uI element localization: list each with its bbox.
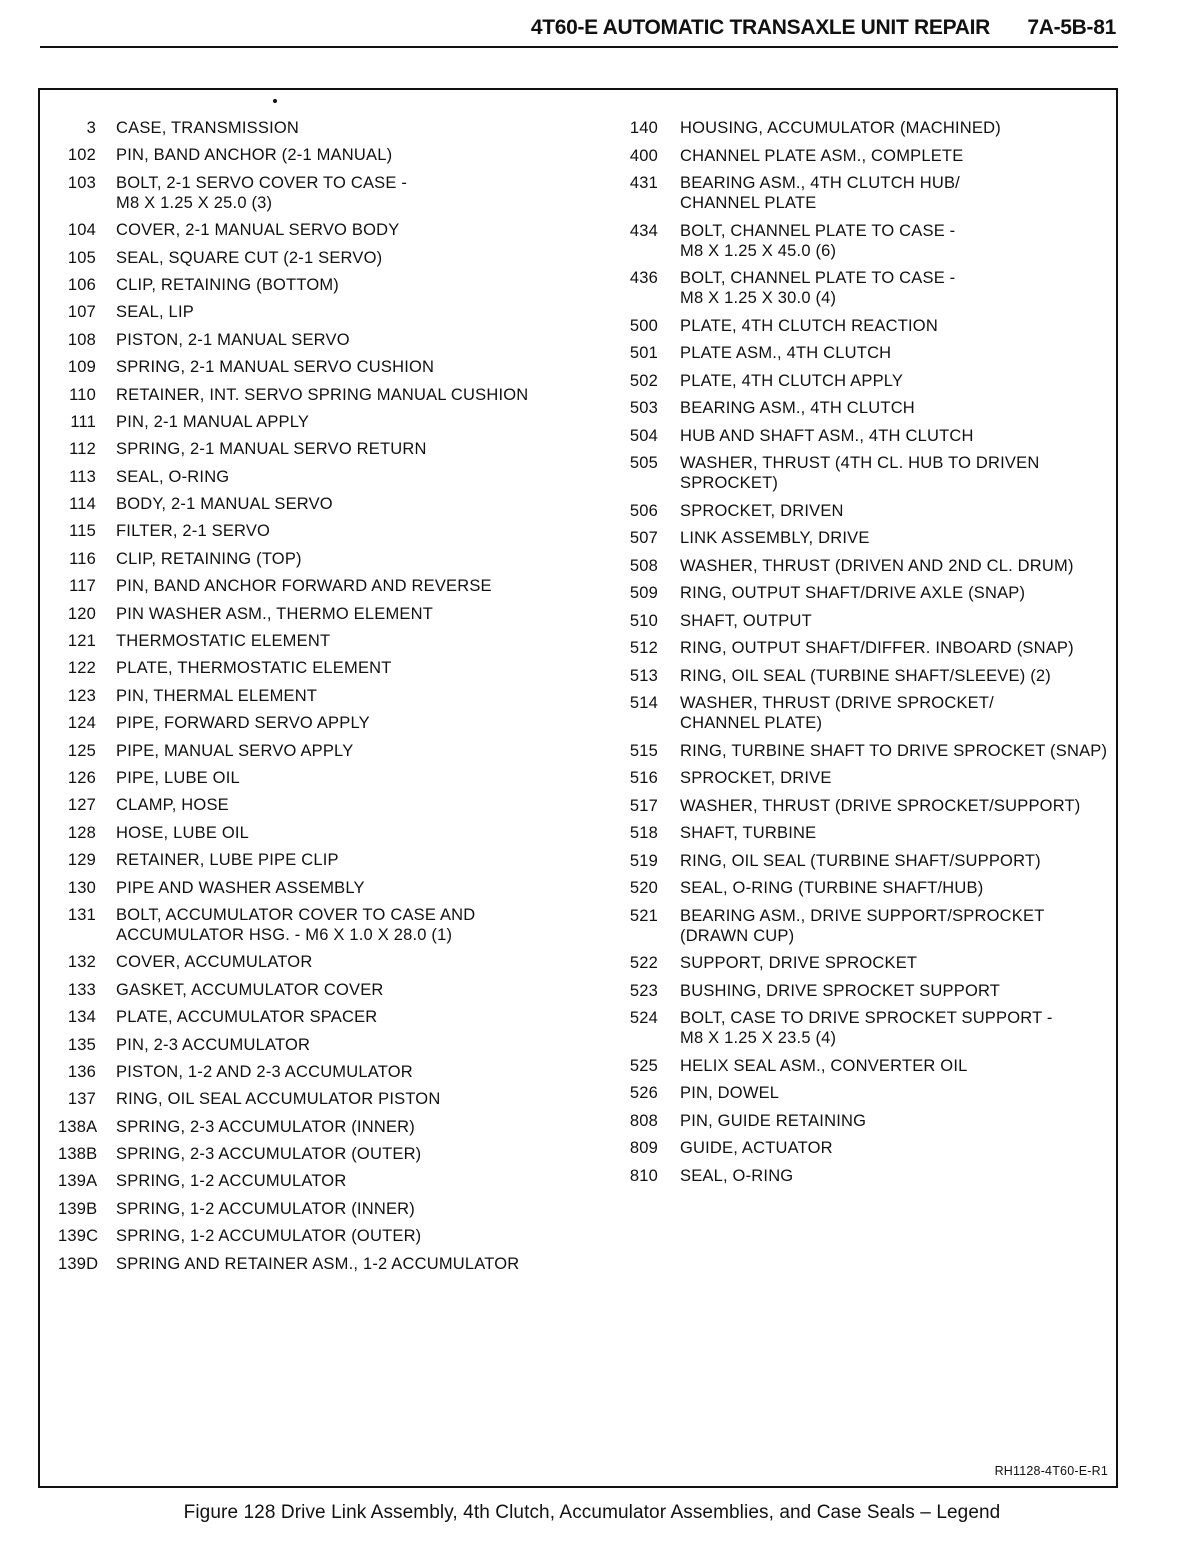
legend-entry bbox=[624, 878, 1114, 898]
legend-entry bbox=[624, 823, 1114, 843]
legend-entry-description: SEAL, O-RING bbox=[116, 467, 230, 486]
legend-entry bbox=[58, 412, 578, 432]
legend-entry bbox=[624, 398, 1114, 418]
legend-entry bbox=[58, 549, 578, 569]
legend-entry-number: 140 bbox=[629, 119, 659, 137]
legend-entry bbox=[58, 275, 578, 295]
legend-entry-description: SPRING, 1-2 ACCUMULATOR (OUTER) bbox=[116, 1227, 422, 1246]
legend-entry bbox=[624, 1008, 1114, 1048]
legend-entry bbox=[624, 981, 1114, 1001]
legend-entry-description: THERMOSTATIC ELEMENT bbox=[116, 632, 331, 651]
legend-entry bbox=[58, 604, 578, 624]
legend-entry-number: 111 bbox=[70, 412, 96, 431]
legend-entry bbox=[624, 268, 1114, 308]
legend-entry bbox=[58, 1226, 578, 1246]
legend-entry bbox=[624, 693, 1114, 733]
legend-entry-number: 108 bbox=[67, 330, 96, 349]
page-header bbox=[40, 14, 1118, 48]
legend-entry-number: 500 bbox=[629, 316, 659, 335]
legend-entry-description: SPROCKET, DRIVE bbox=[680, 769, 832, 787]
legend-entry bbox=[624, 1166, 1114, 1186]
legend-entry bbox=[624, 906, 1114, 946]
legend-entry-number: 810 bbox=[629, 1166, 659, 1185]
legend-entry-description: BUSHING, DRIVE SPROCKET SUPPORT bbox=[680, 981, 1001, 1000]
legend-entry bbox=[58, 1144, 578, 1164]
legend-entry-description: SPRING, 2-3 ACCUMULATOR (OUTER) bbox=[116, 1145, 422, 1164]
legend-entry-number: 520 bbox=[629, 879, 659, 897]
legend-entry-number: 116 bbox=[69, 549, 96, 568]
legend-entry-number: 505 bbox=[629, 454, 659, 472]
legend-entry bbox=[58, 768, 578, 788]
legend-entry-number: 132 bbox=[67, 953, 96, 972]
legend-entry-number: 138A bbox=[58, 1117, 98, 1136]
legend-entry-description: SPRING, 2-1 MANUAL SERVO RETURN bbox=[116, 440, 427, 459]
legend-entry-description: SEAL, LIP bbox=[116, 303, 194, 322]
legend-entry-description: BOLT, CHANNEL PLATE TO CASE - M8 X 1.25 X 30.0 (4) bbox=[680, 269, 956, 307]
legend-entry-description: BOLT, CASE TO DRIVE SPROCKET SUPPORT - M8 X 1.25 X 23.5 (4) bbox=[680, 1009, 1053, 1047]
legend-entry-description: WASHER, THRUST (DRIVEN AND 2ND CL. DRUM) bbox=[680, 556, 1074, 575]
legend-entry-number: 104 bbox=[67, 221, 96, 240]
legend-entry-description: BOLT, CHANNEL PLATE TO CASE - M8 X 1.25 X 45.0 (6) bbox=[680, 221, 956, 260]
legend-entry-number: 504 bbox=[629, 426, 659, 445]
legend-entry bbox=[624, 796, 1114, 816]
legend-entry-description: PIN WASHER ASM., THERMO ELEMENT bbox=[116, 604, 433, 623]
legend-entry-number: 129 bbox=[67, 851, 96, 870]
legend-entry-number: 502 bbox=[629, 371, 659, 390]
legend-entry bbox=[58, 467, 578, 487]
legend-entry-description: CHANNEL PLATE ASM., COMPLETE bbox=[680, 146, 964, 165]
legend-entry bbox=[624, 528, 1114, 548]
legend-entry bbox=[58, 631, 578, 651]
legend-entry-description: PIN, DOWEL bbox=[680, 1084, 780, 1102]
legend-entry-description: COVER, ACCUMULATOR bbox=[116, 953, 313, 972]
legend-entry-number: 122 bbox=[67, 659, 96, 678]
legend-entry-description: RING, TURBINE SHAFT TO DRIVE SPROCKET (SNAP) bbox=[680, 741, 1108, 760]
legend-entry-description: RETAINER, INT. SERVO SPRING MANUAL CUSHION bbox=[116, 385, 529, 404]
legend-entry-number: 510 bbox=[629, 611, 659, 630]
legend-entry bbox=[624, 851, 1114, 871]
legend-entry bbox=[58, 302, 578, 322]
legend-entry-description: SPRING, 1-2 ACCUMULATOR (INNER) bbox=[116, 1199, 415, 1218]
legend-entry-description: SPROCKET, DRIVEN bbox=[680, 501, 844, 520]
legend-entry-number: 512 bbox=[629, 639, 659, 657]
legend-entry-description: SEAL, SQUARE CUT (2-1 SERVO) bbox=[116, 248, 383, 267]
legend-entry bbox=[624, 118, 1114, 138]
legend-entry bbox=[624, 146, 1114, 166]
legend-entry-number: 124 bbox=[67, 714, 96, 733]
legend-entry-description: FILTER, 2-1 SERVO bbox=[116, 522, 271, 541]
legend-entry bbox=[58, 1171, 578, 1191]
legend-entry-number: 109 bbox=[67, 358, 96, 377]
legend-entry-number: 139D bbox=[58, 1254, 99, 1273]
legend-entry-description: BEARING ASM., 4TH CLUTCH HUB/ CHANNEL PLATE bbox=[680, 174, 960, 212]
legend-entry-description: PIPE, MANUAL SERVO APPLY bbox=[116, 741, 354, 760]
legend-entry-description: HUB AND SHAFT ASM., 4TH CLUTCH bbox=[680, 426, 974, 445]
legend-entry-number: 526 bbox=[629, 1084, 659, 1102]
legend-entry bbox=[624, 1138, 1114, 1158]
legend-entry-number: 434 bbox=[629, 221, 659, 240]
legend-entry bbox=[58, 1199, 578, 1219]
legend-entry-number: 809 bbox=[629, 1139, 659, 1157]
legend-entry bbox=[624, 221, 1114, 261]
legend-entry bbox=[58, 952, 578, 972]
legend-entry-description: BODY, 2-1 MANUAL SERVO bbox=[116, 495, 333, 514]
legend-entry-description: PIN, GUIDE RETAINING bbox=[680, 1111, 867, 1130]
legend-entry-number: 508 bbox=[629, 556, 659, 575]
legend-entry-description: PIN, BAND ANCHOR FORWARD AND REVERSE bbox=[116, 577, 492, 596]
legend-entry-description: PIN, THERMAL ELEMENT bbox=[116, 686, 318, 705]
legend-entry bbox=[58, 1089, 578, 1109]
legend-entry-number: 128 bbox=[67, 823, 96, 842]
legend-entry-description: RING, OUTPUT SHAFT/DRIVE AXLE (SNAP) bbox=[680, 584, 1026, 602]
legend-entry bbox=[58, 878, 578, 898]
legend-entry-number: 137 bbox=[67, 1090, 96, 1109]
legend-entry bbox=[58, 658, 578, 678]
legend-entry-number: 519 bbox=[629, 851, 659, 870]
legend-entry-description: PLATE ASM., 4TH CLUTCH bbox=[680, 344, 892, 362]
legend-entry bbox=[58, 173, 578, 213]
legend-entry bbox=[58, 1117, 578, 1137]
legend-entry-number: 115 bbox=[69, 522, 96, 541]
legend-entry-number: 517 bbox=[629, 796, 659, 815]
legend-entry-description: PLATE, 4TH CLUTCH APPLY bbox=[680, 371, 904, 390]
legend-entry-number: 139B bbox=[58, 1199, 98, 1218]
legend-entry-number: 135 bbox=[67, 1035, 96, 1054]
legend-entry bbox=[58, 741, 578, 761]
legend-entry-description: RING, OIL SEAL (TURBINE SHAFT/SLEEVE) (2) bbox=[680, 666, 1051, 685]
legend-entry bbox=[58, 1035, 578, 1055]
legend-entry bbox=[58, 850, 578, 870]
legend-entry-number: 503 bbox=[629, 399, 659, 417]
legend-entry bbox=[624, 501, 1114, 521]
legend-frame bbox=[38, 88, 1118, 1488]
legend-entry-number: 139C bbox=[58, 1227, 99, 1246]
legend-entry-description: PIPE AND WASHER ASSEMBLY bbox=[116, 878, 365, 897]
legend-entry-number: 513 bbox=[629, 666, 659, 685]
legend-entry bbox=[58, 576, 578, 596]
legend-entry-description: PISTON, 2-1 MANUAL SERVO bbox=[116, 330, 350, 349]
legend-entry-number: 400 bbox=[629, 146, 659, 165]
legend-entry-number: 516 bbox=[629, 769, 659, 787]
legend-entry-description: HELIX SEAL ASM., CONVERTER OIL bbox=[680, 1056, 968, 1075]
legend-entry-description: PIN, 2-1 MANUAL APPLY bbox=[116, 412, 310, 431]
legend-entry-number: 113 bbox=[69, 467, 96, 486]
legend-entry-number: 506 bbox=[629, 501, 659, 520]
legend-entry bbox=[58, 980, 578, 1000]
legend-entry bbox=[58, 248, 578, 268]
legend-entry-description: CLIP, RETAINING (BOTTOM) bbox=[116, 275, 339, 294]
legend-entry bbox=[624, 1083, 1114, 1103]
header-title: 4T60-E AUTOMATIC TRANSAXLE UNIT REPAIR bbox=[530, 16, 990, 39]
legend-entry-number: 525 bbox=[629, 1056, 659, 1075]
legend-entry-number: 514 bbox=[629, 694, 659, 712]
legend-entry-description: CLAMP, HOSE bbox=[116, 796, 229, 815]
figure-caption: Figure 128 Drive Link Assembly, 4th Clutch, Accumulator Assemblies, and Case Seals – Legend bbox=[183, 1502, 1001, 1523]
legend-entry-number: 524 bbox=[629, 1009, 659, 1027]
legend-entry-description: SUPPORT, DRIVE SPROCKET bbox=[680, 954, 918, 972]
legend-entry-number: 133 bbox=[67, 980, 96, 999]
legend-entry-number: 102 bbox=[67, 146, 96, 165]
legend-entry-description: PIN, BAND ANCHOR (2-1 MANUAL) bbox=[116, 146, 393, 165]
legend-entry-description: SHAFT, TURBINE bbox=[680, 824, 817, 842]
legend-entry bbox=[58, 905, 578, 945]
legend-column-left bbox=[58, 118, 578, 1281]
legend-entry-number: 139A bbox=[58, 1172, 98, 1191]
legend-entry bbox=[624, 173, 1114, 213]
legend-entry bbox=[58, 823, 578, 843]
legend-entry bbox=[58, 385, 578, 405]
legend-entry-number: 523 bbox=[629, 981, 659, 1000]
legend-entry-description: WASHER, THRUST (4TH CL. HUB TO DRIVEN SPROCKET) bbox=[680, 454, 1040, 492]
legend-entry-number: 522 bbox=[629, 954, 659, 972]
legend-entry-description: PLATE, THERMOSTATIC ELEMENT bbox=[116, 659, 392, 678]
legend-entry-number: 3 bbox=[86, 119, 96, 137]
legend-entry bbox=[58, 686, 578, 706]
legend-entry bbox=[624, 611, 1114, 631]
legend-entry bbox=[58, 713, 578, 733]
legend-entry-description: RING, OIL SEAL (TURBINE SHAFT/SUPPORT) bbox=[680, 851, 1041, 870]
header-page-number: 7A-5B-81 bbox=[1027, 16, 1116, 39]
legend-entry-description: HOUSING, ACCUMULATOR (MACHINED) bbox=[680, 119, 1001, 137]
legend-entry-description: WASHER, THRUST (DRIVE SPROCKET/SUPPORT) bbox=[680, 796, 1081, 815]
legend-entry-description: BEARING ASM., 4TH CLUTCH bbox=[680, 399, 915, 417]
legend-entry-number: 501 bbox=[629, 344, 659, 362]
legend-entry bbox=[58, 118, 578, 138]
legend-entry bbox=[624, 1056, 1114, 1076]
legend-entry-number: 112 bbox=[69, 440, 96, 459]
legend-entry bbox=[624, 768, 1114, 788]
legend-entry bbox=[58, 330, 578, 350]
legend-entry bbox=[624, 453, 1114, 493]
legend-entry-description: BOLT, 2-1 SERVO COVER TO CASE - M8 X 1.25 X 25.0 (3) bbox=[116, 173, 408, 212]
legend-entry-number: 509 bbox=[629, 584, 659, 602]
legend-entry-number: 120 bbox=[67, 604, 96, 623]
legend-entry-description: SEAL, O-RING (TURBINE SHAFT/HUB) bbox=[680, 879, 984, 897]
legend-entry bbox=[624, 316, 1114, 336]
legend-entry-number: 110 bbox=[69, 385, 96, 404]
legend-entry-description: COVER, 2-1 MANUAL SERVO BODY bbox=[116, 221, 400, 240]
legend-entry-description: SPRING, 2-3 ACCUMULATOR (INNER) bbox=[116, 1117, 415, 1136]
reference-code: RH1128-4T60-E-R1 bbox=[994, 1464, 1108, 1478]
legend-entry-number: 103 bbox=[67, 173, 96, 192]
legend-entry-number: 507 bbox=[629, 529, 659, 547]
legend-entry bbox=[58, 521, 578, 541]
legend-entry-description: RETAINER, LUBE PIPE CLIP bbox=[116, 851, 339, 870]
legend-entry-number: 518 bbox=[629, 824, 659, 842]
legend-entry bbox=[58, 795, 578, 815]
legend-entry-description: WASHER, THRUST (DRIVE SPROCKET/ CHANNEL PLATE) bbox=[680, 694, 994, 732]
scan-dot-mark bbox=[273, 99, 277, 103]
legend-entry-number: 126 bbox=[67, 768, 96, 787]
legend-entry bbox=[58, 357, 578, 377]
legend-entry-description: GASKET, ACCUMULATOR COVER bbox=[116, 980, 384, 999]
legend-entry-description: PIN, 2-3 ACCUMULATOR bbox=[116, 1035, 311, 1054]
legend-column-right bbox=[624, 118, 1114, 1193]
legend-entry bbox=[624, 556, 1114, 576]
legend-entry bbox=[624, 426, 1114, 446]
legend-entry-description: HOSE, LUBE OIL bbox=[116, 823, 250, 842]
legend-entry-number: 136 bbox=[67, 1062, 96, 1081]
legend-entry bbox=[624, 583, 1114, 603]
legend-entry bbox=[58, 1062, 578, 1082]
legend-entry-number: 127 bbox=[67, 796, 96, 815]
legend-entry-description: PIPE, FORWARD SERVO APPLY bbox=[116, 714, 370, 733]
legend-entry-number: 123 bbox=[67, 686, 96, 705]
legend-entry-number: 131 bbox=[67, 905, 96, 924]
legend-entry-number: 121 bbox=[67, 632, 96, 651]
legend-entry bbox=[624, 1111, 1114, 1131]
legend-entry-number: 125 bbox=[67, 741, 96, 760]
legend-entry bbox=[624, 666, 1114, 686]
legend-entry-number: 436 bbox=[629, 269, 659, 287]
legend-entry-description: SPRING AND RETAINER ASM., 1-2 ACCUMULATOR bbox=[116, 1254, 520, 1273]
legend-entry-description: PLATE, 4TH CLUTCH REACTION bbox=[680, 316, 938, 335]
legend-entry-description: PISTON, 1-2 AND 2-3 ACCUMULATOR bbox=[116, 1062, 413, 1081]
legend-entry-description: CLIP, RETAINING (TOP) bbox=[116, 549, 302, 568]
legend-entry-description: SPRING, 2-1 MANUAL SERVO CUSHION bbox=[116, 358, 435, 377]
legend-entry-description: BEARING ASM., DRIVE SUPPORT/SPROCKET (DRAWN CUP) bbox=[680, 906, 1045, 945]
legend-entry-number: 106 bbox=[67, 275, 96, 294]
legend-entry-number: 114 bbox=[69, 495, 96, 514]
legend-entry-number: 105 bbox=[67, 248, 96, 267]
legend-entry-description: SHAFT, OUTPUT bbox=[680, 611, 812, 630]
legend-entry-description: CASE, TRANSMISSION bbox=[116, 119, 299, 137]
legend-entry bbox=[624, 953, 1114, 973]
legend-entry-description: RING, OIL SEAL ACCUMULATOR PISTON bbox=[116, 1090, 441, 1109]
legend-entry-description: GUIDE, ACTUATOR bbox=[680, 1139, 833, 1157]
legend-entry-number: 134 bbox=[67, 1008, 96, 1027]
legend-entry bbox=[624, 741, 1114, 761]
legend-entry bbox=[58, 1007, 578, 1027]
legend-entry-number: 130 bbox=[67, 878, 96, 897]
legend-entry-description: RING, OUTPUT SHAFT/DIFFER. INBOARD (SNAP) bbox=[680, 639, 1074, 657]
legend-entry-description: BOLT, ACCUMULATOR COVER TO CASE AND ACCUMULATOR HSG. - M6 X 1.0 X 28.0 (1) bbox=[116, 905, 476, 944]
legend-entry-number: 808 bbox=[629, 1111, 659, 1130]
legend-entry-number: 515 bbox=[629, 741, 659, 760]
legend-entry bbox=[624, 343, 1114, 363]
legend-entry-number: 138B bbox=[58, 1145, 98, 1164]
legend-entry-number: 117 bbox=[69, 577, 96, 596]
legend-entry bbox=[58, 494, 578, 514]
legend-entry bbox=[58, 439, 578, 459]
legend-entry bbox=[58, 220, 578, 240]
legend-entry bbox=[624, 638, 1114, 658]
legend-entry bbox=[58, 145, 578, 165]
legend-entry-description: SEAL, O-RING bbox=[680, 1166, 794, 1185]
legend-entry-number: 431 bbox=[629, 174, 659, 192]
legend-entry-description: LINK ASSEMBLY, DRIVE bbox=[680, 529, 870, 547]
legend-entry bbox=[624, 371, 1114, 391]
legend-entry-description: PIPE, LUBE OIL bbox=[116, 768, 240, 787]
legend-entry-number: 107 bbox=[67, 303, 96, 322]
legend-entry-number: 521 bbox=[629, 906, 659, 925]
legend-entry bbox=[58, 1254, 578, 1274]
legend-entry-description: PLATE, ACCUMULATOR SPACER bbox=[116, 1008, 378, 1027]
legend-entry-description: SPRING, 1-2 ACCUMULATOR bbox=[116, 1172, 347, 1191]
